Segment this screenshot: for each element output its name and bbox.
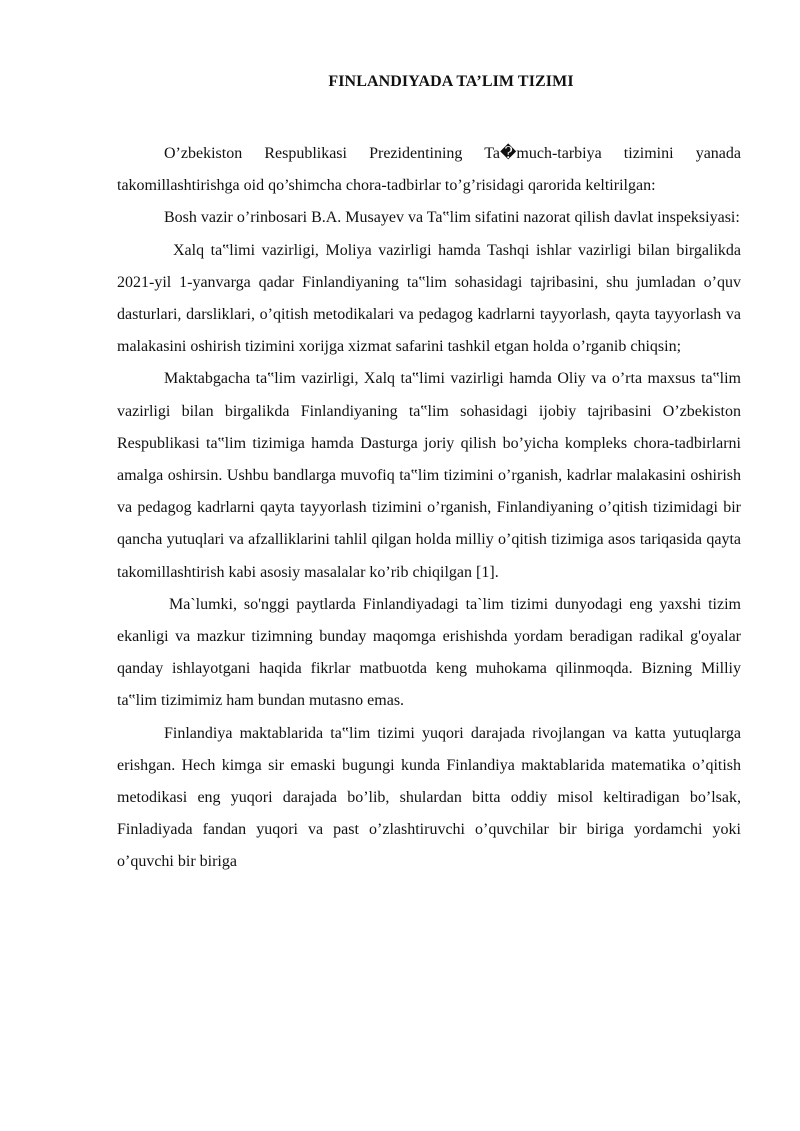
paragraph-1: O’zbekiston Respublikasi Prezidentining Ta�much-tarbiya tizimini yanada takomillashtirishga oid qo’shimcha chora-tadbirlar to’g’risidagi qarorida keltirilgan: — [117, 145, 741, 195]
paragraph-5: Ma`lumki, so'nggi paytlarda Finlandiyadagi ta`lim tizimi dunyodagi eng yaxshi tizim ekanligi va mazkur tizimning bunday maqomga erishishda yordam beradigan radikal g'oyalar qanday ishlayotgani haqida fikrlar matbuotda keng muhokama qilinmoqda. Bizning Milliy ta‟lim tizimimiz ham bundan mutasno emas. — [117, 595, 741, 710]
document-page — [117, 72, 741, 879]
document-title: FINLANDIYADA TA’LIM TIZIMI — [328, 73, 574, 90]
paragraph-4: Maktabgacha ta‟lim vazirligi, Xalq ta‟limi vazirligi hamda Oliy va o’rta maxsus ta‟lim vazirligi bilan birgalikda Finlandiyaning ta‟lim sohasidagi ijobiy tajribasini O’zbekiston Respublikasi ta‟lim tizimiga hamda Dasturga joriy qilish bo’yicha kompleks chora-tadbirlarni amalga oshirsin. Ushbu bandlarga muvofiq ta‟lim tizimini o’rganish, kadrlar malakasini oshirish va pedagog kadrlarni qayta tayyorlash tizimini o’rganish, Finlandiyaning o’qitish tizimidagi bir qancha yutuqlari va afzalliklarini tahlil qilgan holda milliy o’qitish tizimiga asos tariqasida qayta takomillashtirish kabi asosiy masalalar ko’rib chiqilgan [1]. — [117, 370, 741, 581]
paragraph-2: Bosh vazir o’rinbosari B.A. Musayev va Ta‟lim sifatini nazorat qilish davlat inspeksiyasi: — [164, 209, 740, 227]
paragraph-6: Finlandiya maktablarida ta‟lim tizimi yuqori darajada rivojlangan va katta yutuqlarga erishgan. Hech kimga sir emaski bugungi kunda Finlandiya maktablarida matematika o’qitish metodikasi eng yuqori darajada bo’lib, shulardan bitta oddiy misol keltiradigan bo’lsak, Finladiyada fandan yuqori va past o’zlashtiruvchi o’quvchilar bir biriga yordamchi yoki o’quvchi bir biriga — [117, 724, 741, 871]
paragraph-3: Xalq ta‟limi vazirligi, Moliya vazirligi hamda Tashqi ishlar vazirligi bilan birgalikda 2021-yil 1-yanvarga qadar Finlandiyaning ta‟lim sohasidagi tajribasini, shu jumladan o’quv dasturlari, darsliklari, o’qitish metodikalari va pedagog kadrlarni tayyorlash, qayta tayyorlash va malakasini oshirish tizimini xorijga xizmat safarini tashkil etgan holda o’rganib chiqsin; — [117, 241, 741, 356]
